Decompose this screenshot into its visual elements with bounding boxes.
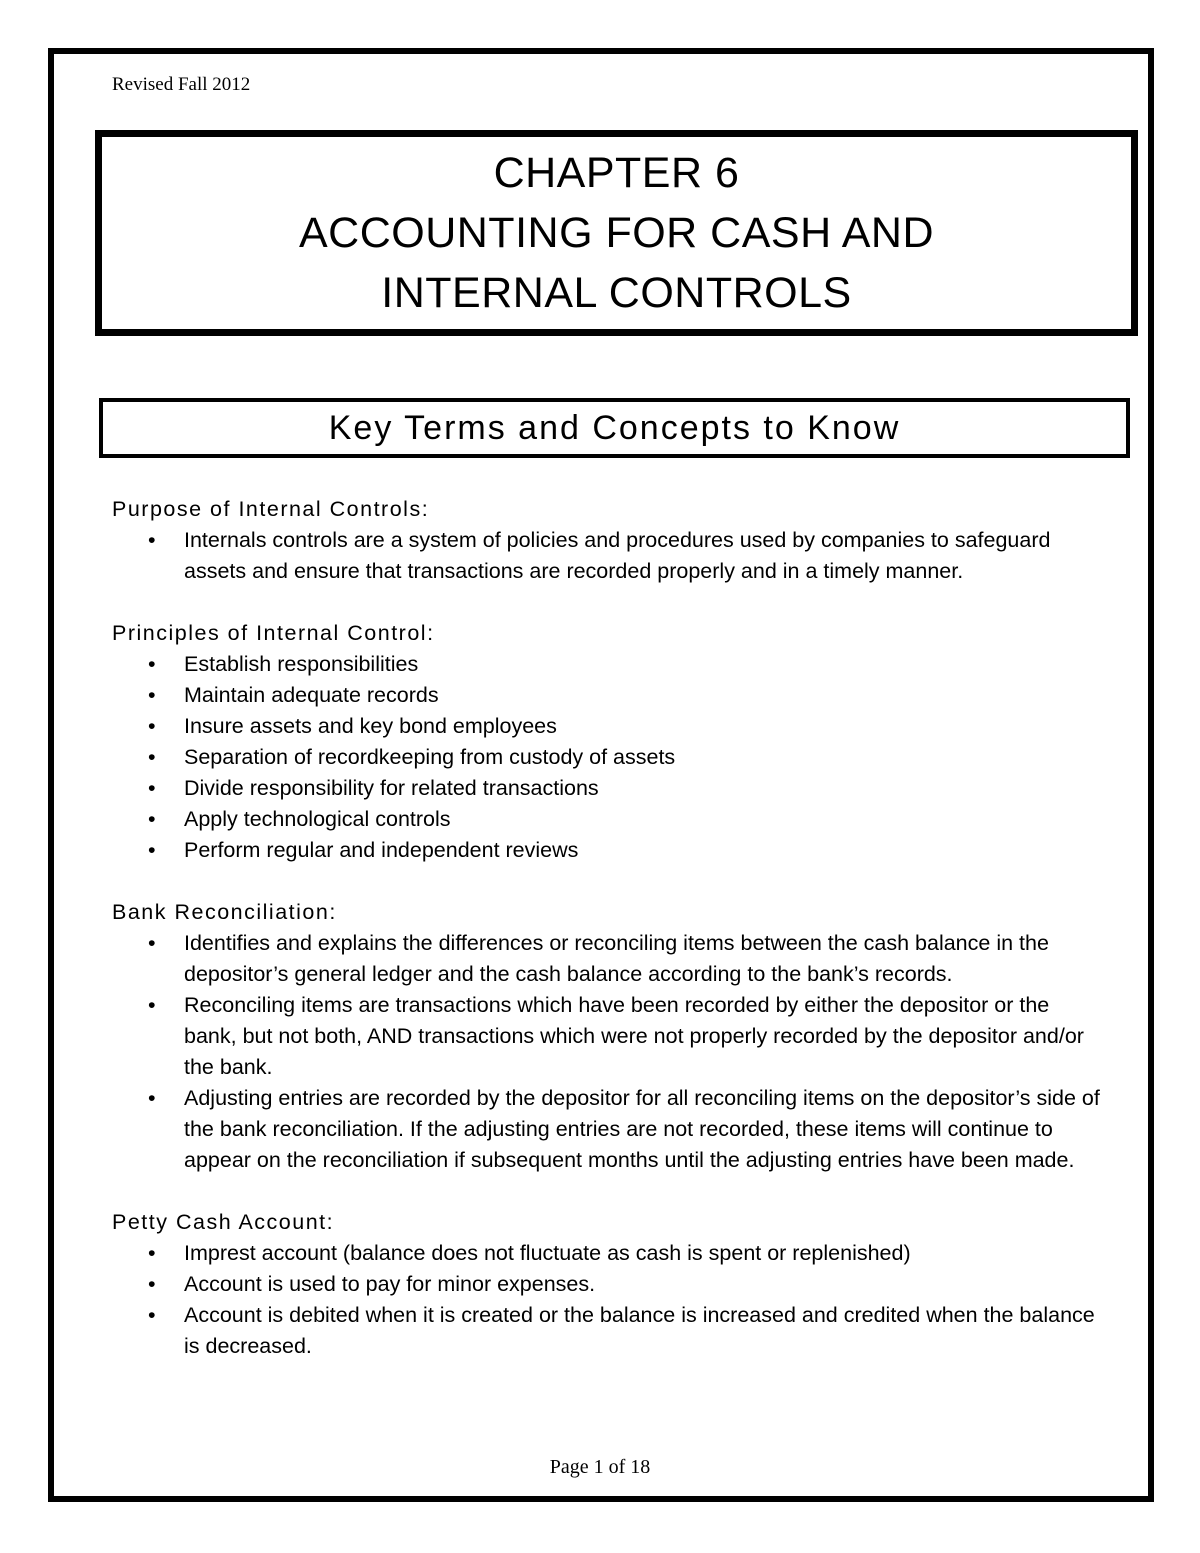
section-purpose xyxy=(112,494,1102,587)
list-item: • Imprest account (balance does not fluctuate as cash is spent or replenished) xyxy=(184,1238,1102,1269)
section-heading: Principles of Internal Control: xyxy=(112,621,435,645)
list-item: • Insure assets and key bond employees xyxy=(184,711,1102,742)
bullet-list xyxy=(112,928,1102,1176)
chapter-title-line-1: ACCOUNTING FOR CASH AND xyxy=(298,209,935,257)
list-item: • Separation of recordkeeping from custody of assets xyxy=(184,742,1102,773)
key-terms-box xyxy=(99,398,1130,458)
chapter-title-line-2: INTERNAL CONTROLS xyxy=(381,269,852,317)
section-heading: Purpose of Internal Controls: xyxy=(112,497,430,521)
bullet-list xyxy=(112,649,1102,866)
list-item: • Apply technological controls xyxy=(184,804,1102,835)
list-item: • Account is used to pay for minor expenses. xyxy=(184,1269,1102,1300)
bullet-list xyxy=(112,525,1102,587)
key-terms-title: Key Terms and Concepts to Know xyxy=(328,408,901,447)
list-item: • Adjusting entries are recorded by the depositor for all reconciling items on the depositor’s side of the bank reconciliation. If the adjusting entries are not recorded, these items will continue to appear on the reconciliation if subsequent months until the adjusting entries have been made. xyxy=(184,1083,1102,1176)
list-item: • Maintain adequate records xyxy=(184,680,1102,711)
section-heading: Bank Reconciliation: xyxy=(112,900,337,924)
bullet-list xyxy=(112,1238,1102,1362)
list-item: • Divide responsibility for related transactions xyxy=(184,773,1102,804)
chapter-title-box xyxy=(95,130,1138,336)
document-body xyxy=(112,494,1102,1393)
chapter-number: CHAPTER 6 xyxy=(493,149,740,197)
list-item: • Perform regular and independent reviews xyxy=(184,835,1102,866)
list-item: • Reconciling items are transactions which have been recorded by either the depositor or the bank, but not both, AND transactions which were not properly recorded by the depositor and/or the bank. xyxy=(184,990,1102,1083)
list-item: • Internals controls are a system of policies and procedures used by companies to safeguard assets and ensure that transactions are recorded properly and in a timely manner. xyxy=(184,525,1102,587)
revision-note: Revised Fall 2012 xyxy=(112,74,251,95)
section-bank-reconciliation xyxy=(112,897,1102,1176)
list-item: • Account is debited when it is created or the balance is increased and credited when the balance is decreased. xyxy=(184,1300,1102,1362)
list-item: • Establish responsibilities xyxy=(184,649,1102,680)
list-item: • Identifies and explains the differences or reconciling items between the cash balance in the depositor’s general ledger and the cash balance according to the bank’s records. xyxy=(184,928,1102,990)
section-heading: Petty Cash Account: xyxy=(112,1210,335,1234)
section-principles xyxy=(112,618,1102,866)
page-number: Page 1 of 18 xyxy=(549,1456,651,1478)
section-petty-cash xyxy=(112,1207,1102,1362)
